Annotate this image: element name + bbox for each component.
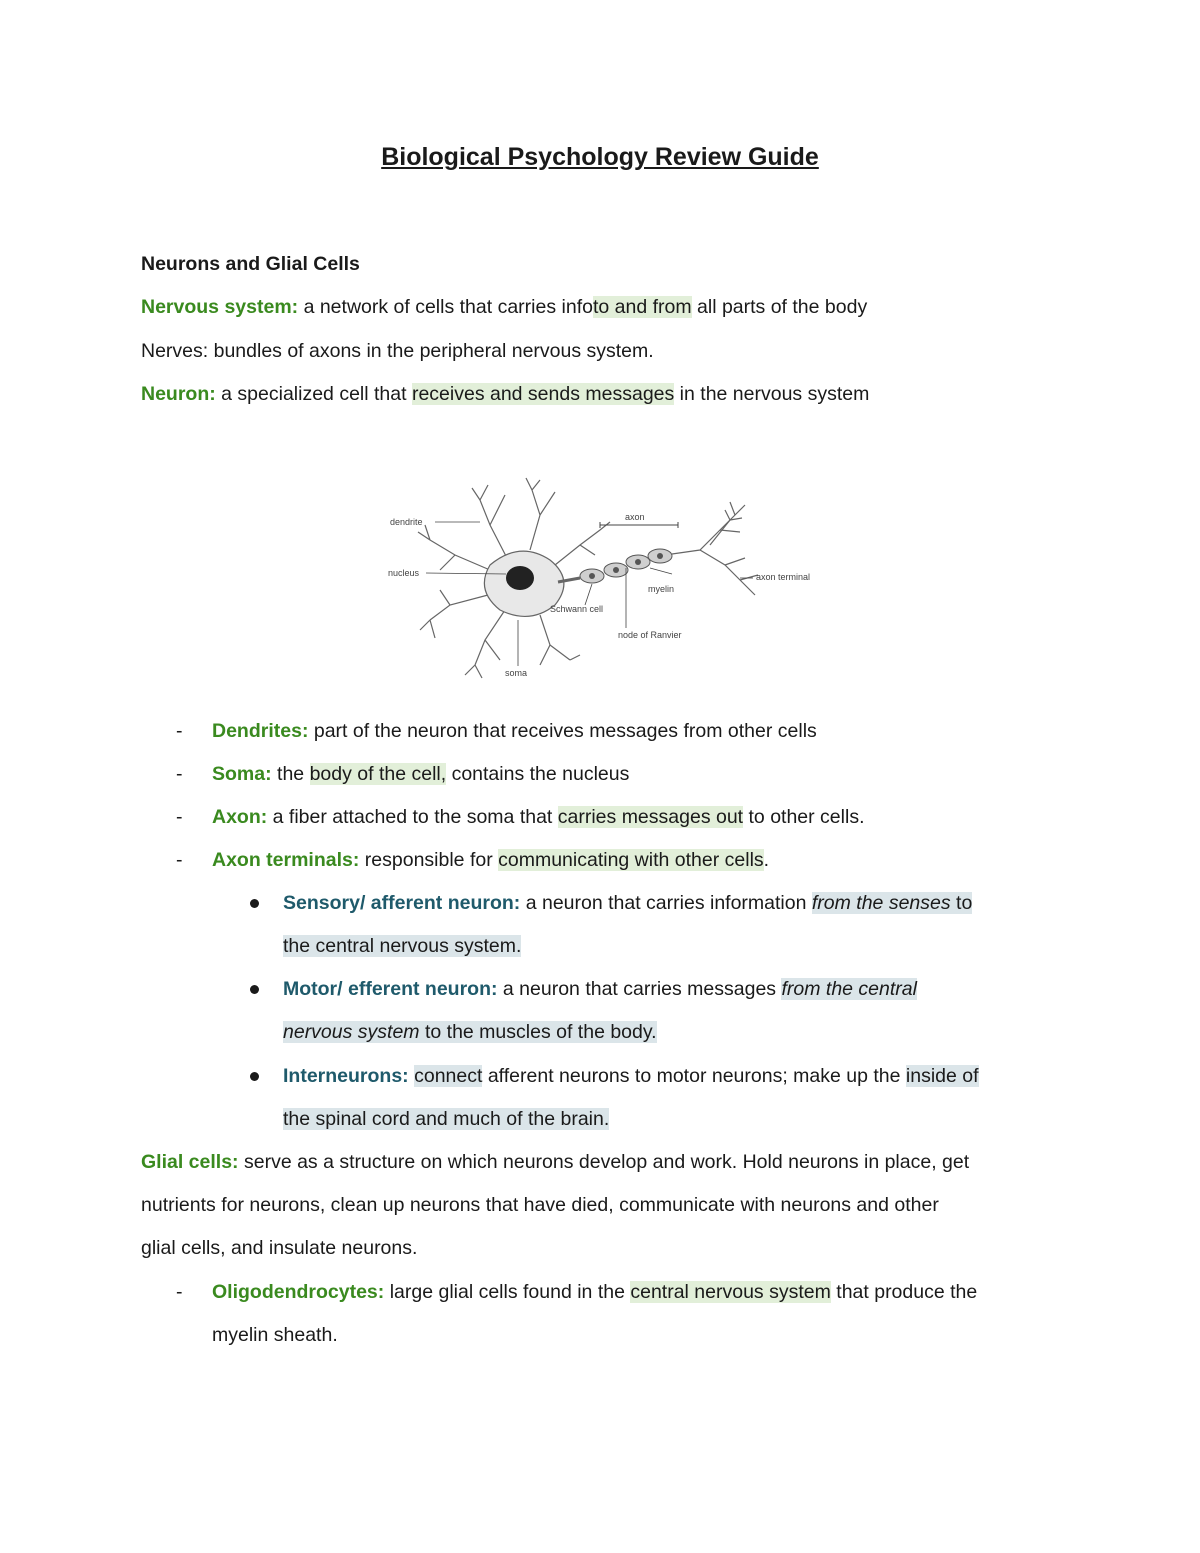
definition-text: a neuron that carries messages [497,978,782,1000]
definition-text: all parts of the body [691,296,868,318]
definition-text: a neuron that carries information [520,892,812,914]
label-myelin: myelin [648,584,675,594]
definition-text: part of the neuron that receives messages from other cells [308,720,817,742]
term: Nervous system: [141,296,299,318]
definition-text: the [271,763,310,785]
definition-text: a network of cells that carries info [298,296,593,318]
label-axon-terminal: axon terminal [756,572,811,582]
term: Dendrites: [212,720,309,742]
highlight: the spinal cord and much of the brain. [283,1108,610,1130]
definition-text: large glial cells found in the [384,1281,631,1303]
highlight: carries messages out [557,806,744,828]
label-axon: axon [625,512,645,522]
definition-text: a fiber attached to the soma that [267,806,558,828]
definition-text: afferent neurons to motor neurons; make up the [482,1065,906,1087]
label-dendrite: dendrite [390,517,423,527]
bullet-icon [250,1072,259,1081]
term: Axon terminals: [212,849,360,871]
glial-cells-line2: nutrients for neurons, clean up neurons that have died, communicate with neurons and other [141,1194,939,1216]
list-item-axon [212,803,864,831]
definition-text: a specialized cell that [215,383,412,405]
motor-neuron-line1 [283,975,917,1003]
highlight: central nervous system [630,1281,831,1303]
bullet-icon [250,985,259,994]
section-heading: Neurons and Glial Cells [141,253,360,275]
list-dash: - [176,806,183,828]
sensory-neuron-line1 [283,889,972,917]
list-item-soma [212,760,629,788]
highlight: the central nervous system. [283,935,522,957]
label-nucleus: nucleus [388,568,420,578]
motor-neuron-line2 [283,1018,657,1046]
list-dash: - [176,763,183,785]
interneurons-line2 [283,1105,609,1133]
highlight: to and from [592,296,692,318]
term: Sensory/ afferent neuron: [283,892,521,914]
oligodendrocytes-line1 [212,1278,977,1306]
list-dash: - [176,1281,183,1303]
highlight: to the muscles of the body. [419,1021,657,1043]
nucleus-shape [506,566,534,590]
neuron-diagram-svg [380,470,820,690]
list-item-axon-terminals [212,846,769,874]
term: Motor/ efferent neuron: [283,978,498,1000]
definition-text: in the nervous system [674,383,870,405]
pointer-lines [426,522,753,666]
oligodendrocytes-line2: myelin sheath. [212,1324,338,1346]
highlight: receives and sends messages [411,383,675,405]
neuron-diagram [380,470,820,690]
definition-text: contains the nucleus [446,763,630,785]
term: Soma: [212,763,272,785]
label-schwann-cell: Schwann cell [550,604,604,614]
highlight: communicating with other cells [498,849,764,871]
sensory-neuron-line2 [283,932,521,960]
term: Neuron: [141,383,216,405]
list-dash: - [176,720,183,742]
page-title: Biological Psychology Review Guide [381,143,819,171]
term: Glial cells: [141,1151,239,1173]
list-item-dendrites [212,717,817,745]
label-soma: soma [505,668,528,678]
highlight: to [950,892,973,914]
axon-terminal-branches [672,502,758,595]
highlight: body of the cell, [309,763,447,785]
neuron-definition [141,380,869,408]
bullet-icon [250,899,259,908]
definition-text: to other cells. [743,806,865,828]
definition-text: responsible for [359,849,499,871]
definition-text: . [763,849,770,871]
definition-text: serve as a structure on which neurons develop and work. Hold neurons in place, get [238,1151,970,1173]
highlight: inside of [905,1065,979,1087]
highlight: from the central [781,978,917,1000]
nervous-system-definition [141,293,867,321]
label-node-of-ranvier: node of Ranvier [618,630,682,640]
highlight: connect [414,1065,483,1087]
list-dash: - [176,849,183,871]
highlight: from the senses [811,892,951,914]
highlight: nervous system [283,1021,420,1043]
glial-cells-line3: glial cells, and insulate neurons. [141,1237,418,1259]
term: Oligodendrocytes: [212,1281,385,1303]
interneurons-line1 [283,1062,979,1090]
axon-bracket [600,522,678,528]
term: Interneurons: [283,1065,409,1087]
nerves-definition: Nerves: bundles of axons in the peripheral nervous system. [141,340,654,362]
glial-cells-line1 [141,1148,969,1176]
term: Axon: [212,806,268,828]
definition-text: that produce the [830,1281,978,1303]
